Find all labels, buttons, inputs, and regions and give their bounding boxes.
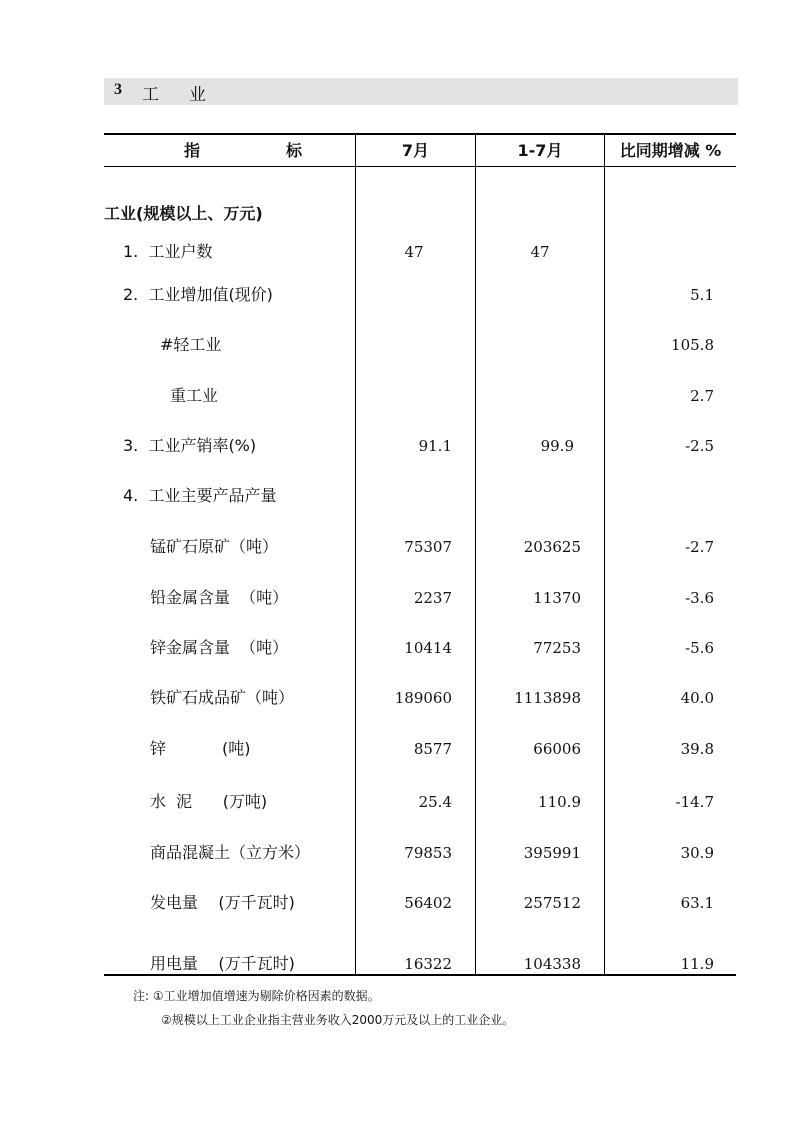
cell-ytd: 1113898 bbox=[514, 689, 581, 707]
cell-month: 75307 bbox=[404, 538, 452, 556]
cell-ytd: 99.9 bbox=[540, 437, 574, 455]
cell-month: 8577 bbox=[413, 740, 452, 758]
cell-ytd: 47 bbox=[530, 243, 550, 261]
section-title: 工业 bbox=[142, 85, 236, 105]
table-row bbox=[104, 280, 736, 310]
cell-ytd: 66006 bbox=[533, 740, 581, 758]
table-notes bbox=[133, 984, 514, 1032]
header-indicator-char-2: 标 bbox=[286, 141, 303, 160]
row-label: 用电量 (万千瓦时) bbox=[150, 954, 295, 973]
note-1: 注: ①工业增加值增速为剔除价格因素的数据。 bbox=[133, 989, 380, 1003]
note-2: ②规模以上工业企业指主营业务收入2000万元及以上的工业企业。 bbox=[161, 1013, 515, 1027]
row-label: 水 泥 (万吨) bbox=[150, 792, 268, 811]
cell-yoy: 11.9 bbox=[680, 955, 714, 973]
cell-yoy: -14.7 bbox=[675, 793, 714, 811]
header-ytd: 1-7月 bbox=[517, 141, 563, 160]
cell-ytd: 395991 bbox=[523, 844, 581, 862]
row-label: 发电量 (万千瓦时) bbox=[150, 893, 295, 912]
table-row bbox=[104, 787, 736, 817]
row-label: 铅金属含量 （吨） bbox=[150, 588, 289, 607]
cell-yoy: 105.8 bbox=[671, 336, 714, 354]
cell-yoy: -2.5 bbox=[685, 437, 714, 455]
section-number: 3 bbox=[114, 81, 122, 98]
table-row bbox=[104, 583, 736, 613]
cell-yoy: -5.6 bbox=[685, 639, 714, 657]
cell-yoy: 39.8 bbox=[680, 740, 714, 758]
row-label: 2. 工业增加值(现价) bbox=[123, 285, 273, 304]
table-row bbox=[104, 431, 736, 461]
cell-month: 25.4 bbox=[418, 793, 452, 811]
table-row bbox=[104, 199, 736, 229]
table-row bbox=[104, 633, 736, 663]
cell-ytd: 77253 bbox=[533, 639, 581, 657]
cell-yoy: 63.1 bbox=[680, 894, 714, 912]
cell-ytd: 203625 bbox=[523, 538, 581, 556]
table-row bbox=[104, 237, 736, 267]
cell-ytd: 110.9 bbox=[538, 793, 581, 811]
industry-table bbox=[104, 133, 736, 976]
table-row bbox=[104, 949, 736, 979]
table-row bbox=[104, 734, 736, 764]
row-label: 铁矿石成品矿（吨） bbox=[150, 688, 295, 707]
row-label: 商品混凝土（立方米） bbox=[150, 843, 311, 862]
row-label: 3. 工业产销率(%) bbox=[123, 436, 257, 455]
cell-month: 16322 bbox=[404, 955, 452, 973]
cell-yoy: 30.9 bbox=[680, 844, 714, 862]
row-label: 锌金属含量 （吨） bbox=[150, 638, 289, 657]
row-label: 工业(规模以上、万元) bbox=[104, 204, 263, 223]
header-month: 7月 bbox=[401, 141, 430, 160]
table-row bbox=[104, 381, 736, 411]
section-header bbox=[104, 78, 738, 105]
table-row bbox=[104, 532, 736, 562]
cell-month: 91.1 bbox=[418, 437, 452, 455]
cell-yoy: -2.7 bbox=[685, 538, 714, 556]
cell-month: 56402 bbox=[404, 894, 452, 912]
row-label: 重工业 bbox=[170, 386, 219, 405]
cell-yoy: 2.7 bbox=[690, 387, 714, 405]
table-row bbox=[104, 683, 736, 713]
table-row bbox=[104, 481, 736, 511]
cell-ytd: 104338 bbox=[523, 955, 581, 973]
row-label: 锰矿石原矿（吨） bbox=[150, 537, 279, 556]
cell-month: 79853 bbox=[404, 844, 452, 862]
header-yoy: 比同期增减 % bbox=[619, 141, 722, 160]
cell-month: 47 bbox=[404, 243, 424, 261]
cell-yoy: -3.6 bbox=[685, 589, 714, 607]
table-row bbox=[104, 330, 736, 360]
cell-ytd: 257512 bbox=[523, 894, 581, 912]
row-label: #轻工业 bbox=[160, 335, 222, 354]
cell-ytd: 11370 bbox=[533, 589, 581, 607]
cell-yoy: 5.1 bbox=[690, 286, 714, 304]
row-label: 锌 (吨) bbox=[150, 739, 251, 758]
table-row bbox=[104, 888, 736, 918]
row-label: 1. 工业户数 bbox=[123, 242, 213, 261]
table-row bbox=[104, 838, 736, 868]
cell-month: 10414 bbox=[404, 639, 452, 657]
row-label: 4. 工业主要产品产量 bbox=[123, 486, 277, 505]
cell-month: 189060 bbox=[394, 689, 452, 707]
header-indicator-char-1: 指 bbox=[184, 141, 201, 160]
cell-month: 2237 bbox=[413, 589, 452, 607]
cell-yoy: 40.0 bbox=[680, 689, 714, 707]
